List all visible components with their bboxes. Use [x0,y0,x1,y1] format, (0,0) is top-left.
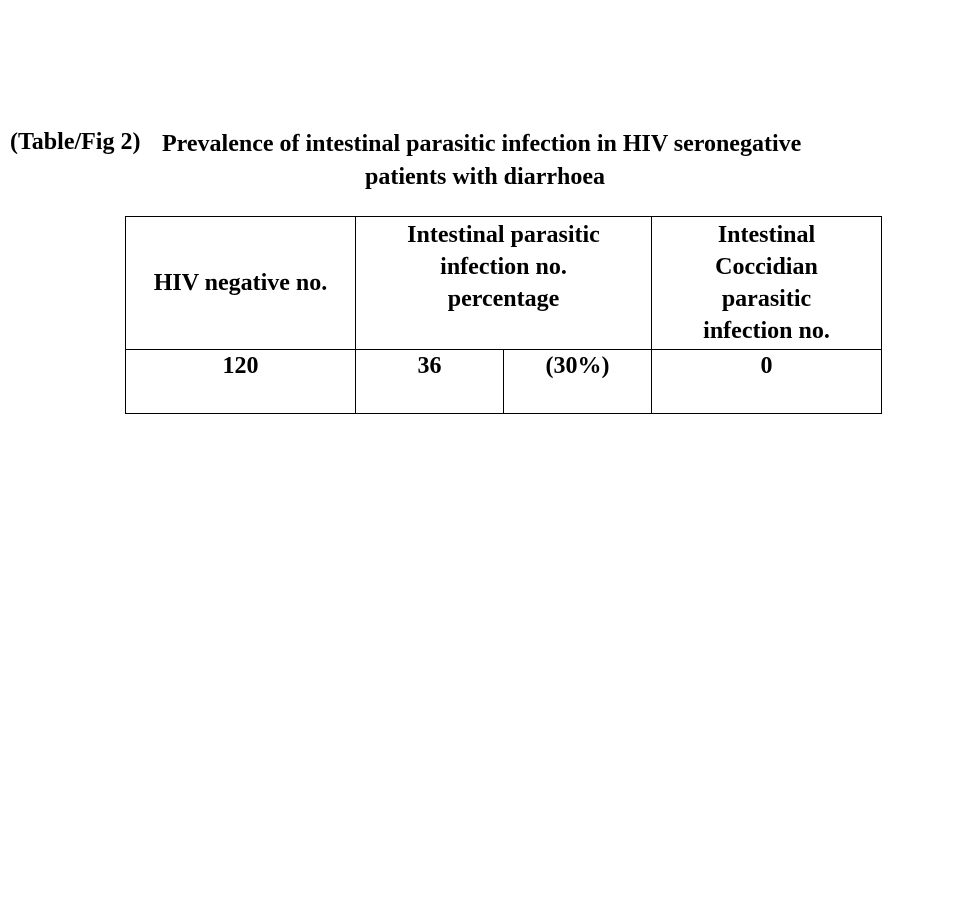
header-coccidian-line: Intestinal [717,222,816,248]
caption-label: (Table/Fig 2) [10,129,141,155]
figure-caption [0,128,962,194]
header-coccidian [652,217,882,350]
table-header-row [126,217,882,350]
caption-title-line-1: Prevalence of intestinal parasitic infection in HIV seronegative [162,131,802,157]
caption-line-1 [0,128,962,161]
header-intestinal-parasitic-line: percentage [447,286,560,312]
header-intestinal-parasitic-line: infection no. [440,254,567,280]
header-intestinal-parasitic [356,217,652,350]
header-intestinal-parasitic-line: Intestinal parasitic [407,222,600,248]
cell-parasitic-no: 36 [356,350,504,414]
cell-parasitic-percentage: (30%) [504,350,652,414]
prevalence-table [125,216,882,414]
header-hiv-negative: HIV negative no. [126,217,356,350]
table-row [126,350,882,414]
caption-title-line-2: patients with diarrhoea [365,164,605,190]
cell-coccidian-no: 0 [652,350,882,414]
header-coccidian-line: infection no. [703,318,830,344]
header-coccidian-line: parasitic [721,286,812,312]
header-coccidian-line: Coccidian [715,254,818,280]
cell-hiv-negative-no: 120 [126,350,356,414]
